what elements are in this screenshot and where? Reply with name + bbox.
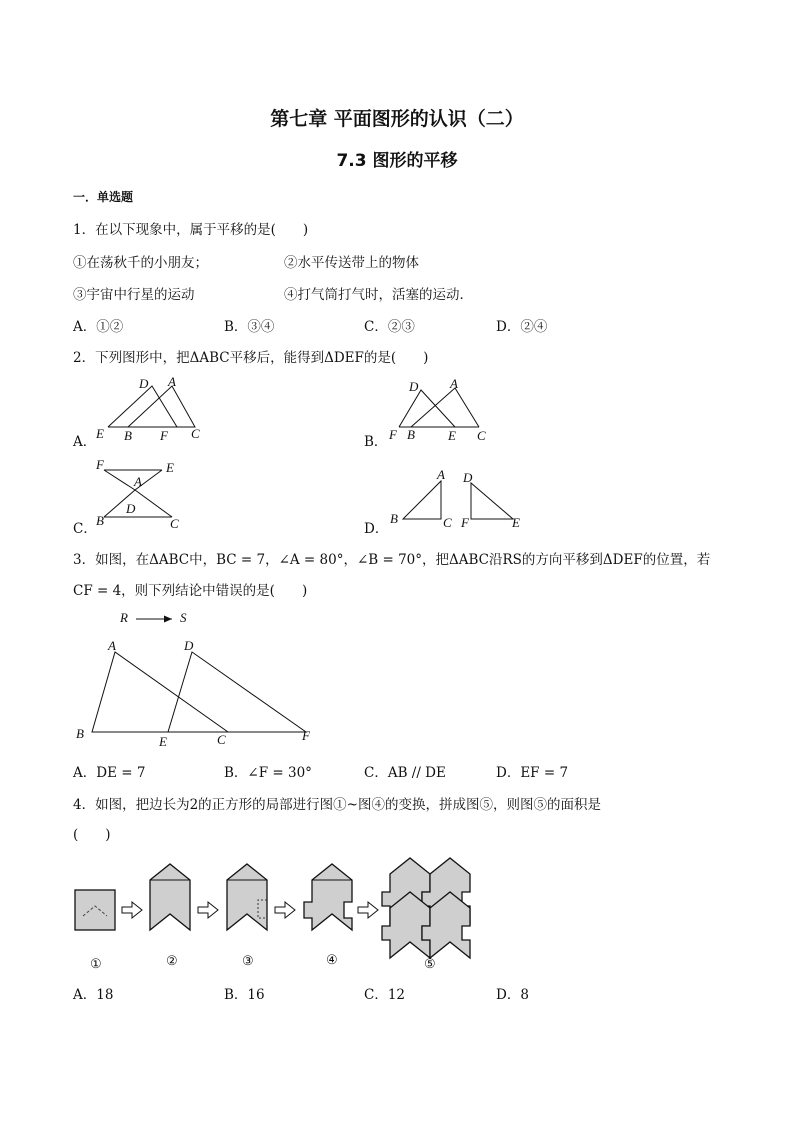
- q1-option-b[interactable]: B．③④: [224, 319, 275, 335]
- q4-figure: [70, 852, 480, 977]
- caption-3: ③: [242, 953, 254, 968]
- label-a: A: [437, 467, 445, 482]
- q2-figure-c: [90, 455, 200, 535]
- label-c: C: [217, 732, 226, 747]
- q1-statement-2: ②水平传送带上的物体: [284, 255, 419, 271]
- label-f: F: [389, 427, 397, 442]
- label-c: C: [170, 516, 179, 531]
- label-e: E: [159, 734, 167, 749]
- q3-figure: [70, 604, 330, 754]
- q2-figure-a: [90, 372, 220, 444]
- q2-figure-b: [383, 372, 508, 444]
- label-d: D: [126, 501, 136, 516]
- label-d: D: [139, 376, 149, 391]
- label-c: C: [477, 428, 486, 443]
- q4-option-c[interactable]: C．12: [364, 987, 406, 1003]
- label-e: E: [166, 460, 174, 475]
- label-f: F: [461, 515, 469, 530]
- q3-option-b[interactable]: B．∠F = 30°: [224, 765, 312, 781]
- label-d: D: [184, 638, 194, 653]
- q3-option-c[interactable]: C．AB // DE: [364, 765, 446, 781]
- q3-stem-line2: CF = 4，则下列结论中错误的是( ): [73, 583, 308, 599]
- q3-stem-line1: 3．如图，在ΔABC中，BC = 7，∠A = 80°，∠B = 70°，把ΔABC沿RS的方向平移到ΔDEF的位置，若: [73, 552, 711, 568]
- label-f: F: [160, 428, 168, 443]
- label-a: A: [450, 376, 458, 391]
- q1-option-a[interactable]: A．①②: [73, 319, 124, 335]
- q1-option-c[interactable]: C．②③: [364, 319, 415, 335]
- caption-4: ④: [326, 952, 338, 967]
- q1-option-d[interactable]: D．②④: [496, 319, 548, 335]
- label-c: C: [191, 426, 200, 441]
- label-d: D: [463, 470, 473, 485]
- label-e: E: [96, 426, 104, 441]
- q2-option-a[interactable]: A．: [73, 434, 97, 450]
- section-heading: 一．单选题: [73, 190, 134, 204]
- q1-statement-4: ④打气筒打气时，活塞的运动．: [284, 287, 473, 303]
- label-a: A: [108, 638, 116, 653]
- q1-statement-1: ①在荡秋千的小朋友；: [73, 255, 208, 271]
- label-a: A: [168, 374, 176, 389]
- chapter-title: 第七章 平面图形的认识（二）: [270, 108, 524, 130]
- section-title: 7.3 图形的平移: [336, 151, 458, 171]
- label-s: S: [180, 610, 187, 625]
- caption-2: ②: [166, 953, 178, 968]
- label-f: F: [302, 728, 310, 743]
- label-b: B: [96, 513, 104, 528]
- q4-option-a[interactable]: A．18: [73, 987, 114, 1003]
- label-e: E: [512, 515, 520, 530]
- label-b: B: [124, 428, 132, 443]
- q4-option-b[interactable]: B．16: [224, 987, 265, 1003]
- q4-stem-line1: 4．如图，把边长为2的正方形的局部进行图①~图④的变换，拼成图⑤，则图⑤的面积是: [73, 797, 601, 813]
- label-b: B: [76, 726, 84, 741]
- q1-stem: 1．在以下现象中，属于平移的是( ): [73, 222, 309, 238]
- label-c: C: [443, 515, 452, 530]
- q3-option-a[interactable]: A．DE = 7: [73, 765, 146, 781]
- label-a: A: [134, 474, 142, 489]
- label-r: R: [120, 610, 128, 625]
- label-e: E: [448, 428, 456, 443]
- label-b: B: [407, 427, 415, 442]
- label-f: F: [96, 457, 104, 472]
- q2-option-d[interactable]: D．: [364, 521, 389, 537]
- q3-option-d[interactable]: D．EF = 7: [496, 765, 569, 781]
- q4-stem-line2: ( ): [73, 827, 111, 843]
- label-b: B: [390, 511, 398, 526]
- label-d: D: [409, 379, 419, 394]
- q1-statement-3: ③宇宙中行星的运动: [73, 287, 195, 303]
- q2-figure-d: [385, 465, 530, 535]
- q2-option-b[interactable]: B．: [364, 434, 388, 450]
- caption-5: ⑤: [424, 956, 436, 971]
- q4-option-d[interactable]: D．8: [496, 987, 529, 1003]
- caption-1: ①: [90, 956, 102, 971]
- q2-option-c[interactable]: C．: [73, 521, 97, 537]
- q2-stem: 2．下列图形中，把ΔABC平移后，能得到ΔDEF的是( ): [73, 350, 429, 366]
